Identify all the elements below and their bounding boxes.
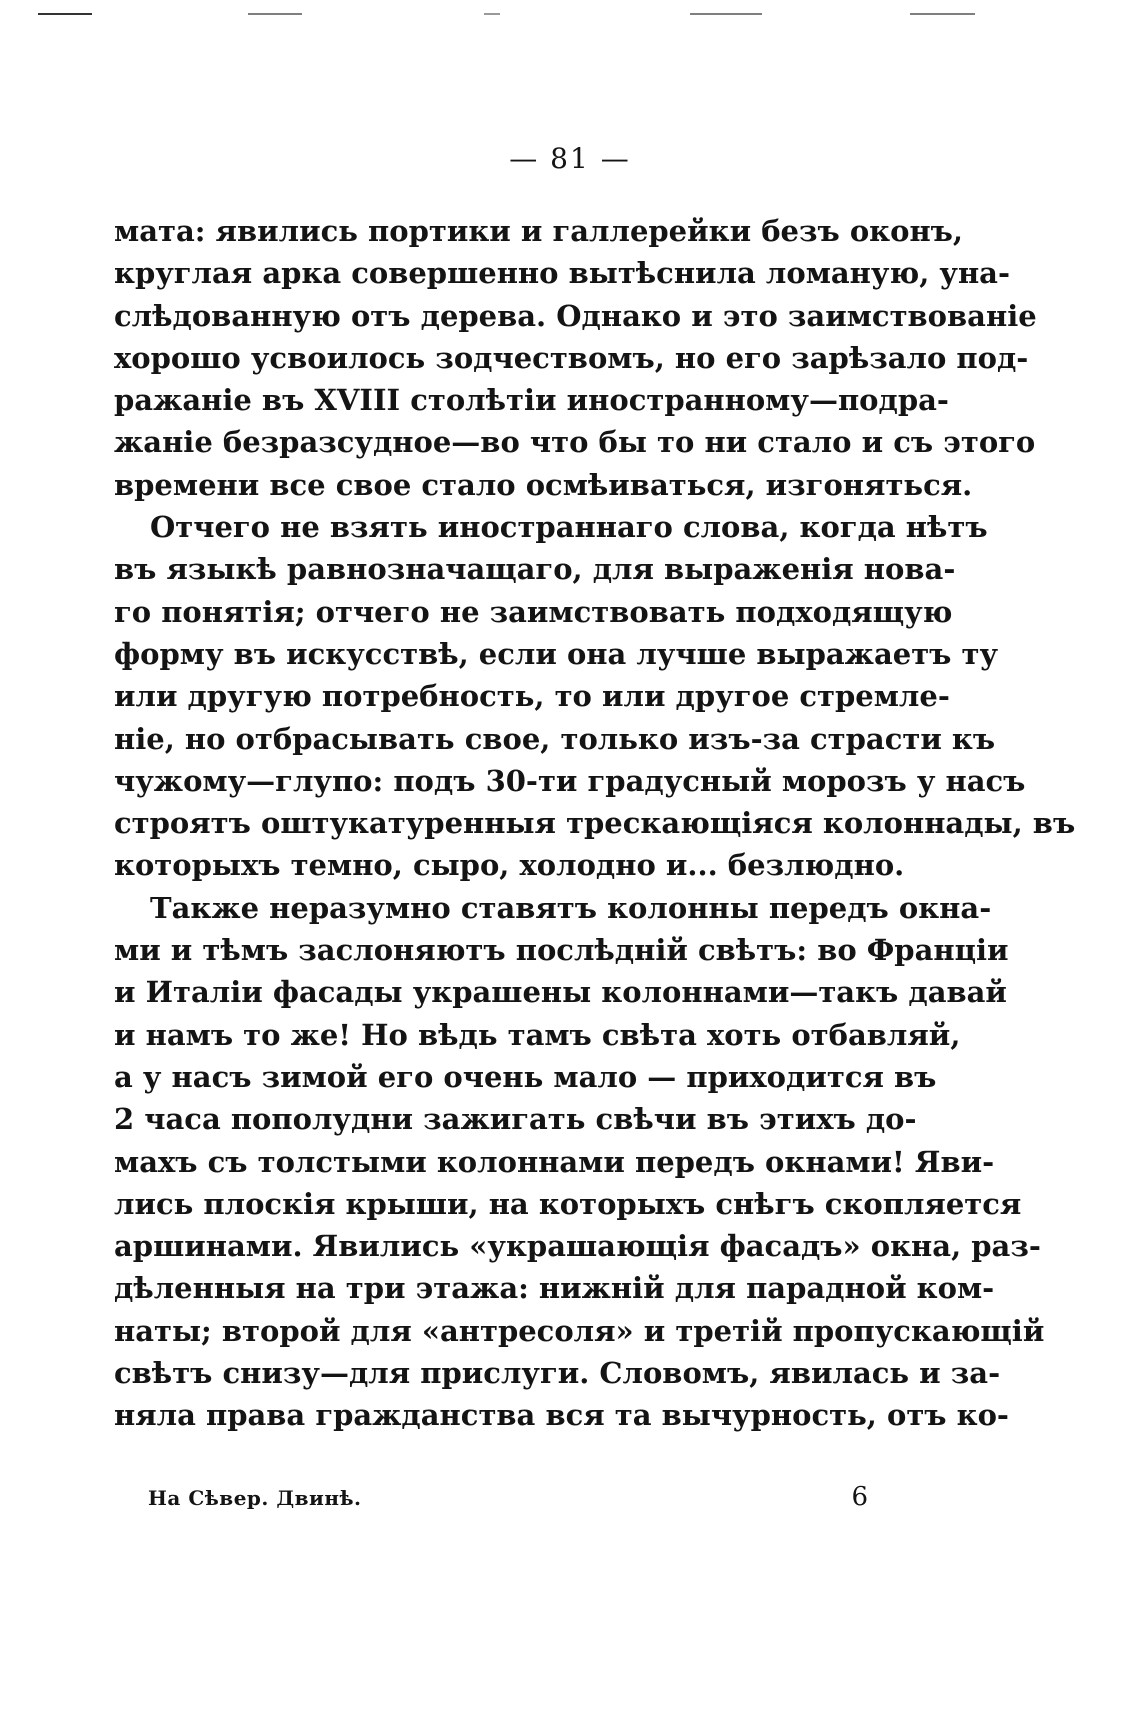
- text-line: а у насъ зимой его очень мало — приходится въ: [114, 1059, 937, 1094]
- text-line: которыхъ темно, сыро, холодно и... безлюдно.: [114, 848, 905, 883]
- scan-edge-marks: [0, 0, 1140, 30]
- text-line: чужому—глупо: подъ 30-ти градусный морозъ у насъ: [114, 763, 1026, 798]
- text-line: няла права гражданства вся та вычурность, отъ ко-: [114, 1398, 1009, 1433]
- text-line: аршинами. Явились «украшающія фасадъ» окна, раз-: [114, 1229, 1041, 1264]
- paragraph: [114, 506, 1076, 887]
- text-line: Также неразумно ставятъ колонны передъ окна-: [150, 890, 992, 925]
- body-text: [114, 210, 1076, 1437]
- footer-signature-number: 6: [851, 1482, 868, 1512]
- footer-signature: На Сѣвер. Двинѣ.: [148, 1486, 362, 1510]
- text-line: жаніе безразсудное—во что бы то ни стало и съ этого: [114, 425, 1036, 460]
- paragraph: [114, 887, 1045, 1437]
- text-line: свѣтъ снизу—для прислуги. Словомъ, явилась и за-: [114, 1356, 1001, 1391]
- text-line: круглая арка совершенно вытѣснила ломаную, уна-: [114, 256, 1011, 291]
- text-line: махъ съ толстыми колоннами передъ окнами! Яви-: [114, 1144, 995, 1179]
- paragraph: [114, 210, 1037, 506]
- page-number: — 81 —: [509, 142, 631, 175]
- text-line: времени все свое стало осмѣиваться, изгоняться.: [114, 467, 973, 502]
- text-line: ніе, но отбрасывать свое, только изъ-за страсти къ: [114, 721, 996, 756]
- text-line: 2 часа пополудни зажигать свѣчи въ этихъ до-: [114, 1102, 917, 1137]
- page-footer: [148, 1482, 868, 1516]
- text-line: и намъ то же! Но вѣдь тамъ свѣта хоть отбавляй,: [114, 1017, 961, 1052]
- text-line: мата: явились портики и галлерейки безъ оконъ,: [114, 214, 964, 248]
- text-line: хорошо усвоилось зодчествомъ, но его зарѣзало под-: [114, 340, 1029, 375]
- text-line: ми и тѣмъ заслоняютъ послѣдній свѣтъ: во Франціи: [114, 933, 1009, 968]
- text-line: и Италіи фасады украшены колоннами—такъ давай: [114, 975, 1007, 1010]
- text-line: го понятія; отчего не заимствовать подходящую: [114, 594, 953, 629]
- text-line: слѣдованную отъ дерева. Однако и это заимствованіе: [114, 298, 1037, 333]
- text-line: дѣленныя на три этажа: нижній для парадной ком-: [114, 1271, 995, 1306]
- text-line: наты; второй для «антресоля» и третій пропускающій: [114, 1313, 1045, 1348]
- text-line: или другую потребность, то или другое стремле-: [114, 679, 950, 714]
- text-line: лись плоскія крыши, на которыхъ снѣгъ скопляется: [114, 1186, 1022, 1221]
- text-line: строятъ оштукатуренныя трескающіяся колоннады, въ: [114, 806, 1076, 841]
- text-line: въ языкѣ равнозначащаго, для выраженія нова-: [114, 552, 956, 587]
- text-line: ражаніе въ XVIII столѣтіи иностранному—подра-: [114, 383, 949, 418]
- text-line: Отчего не взять иностраннаго слова, когда нѣтъ: [150, 510, 988, 545]
- text-line: форму въ искусствѣ, если она лучше выражаетъ ту: [114, 636, 999, 671]
